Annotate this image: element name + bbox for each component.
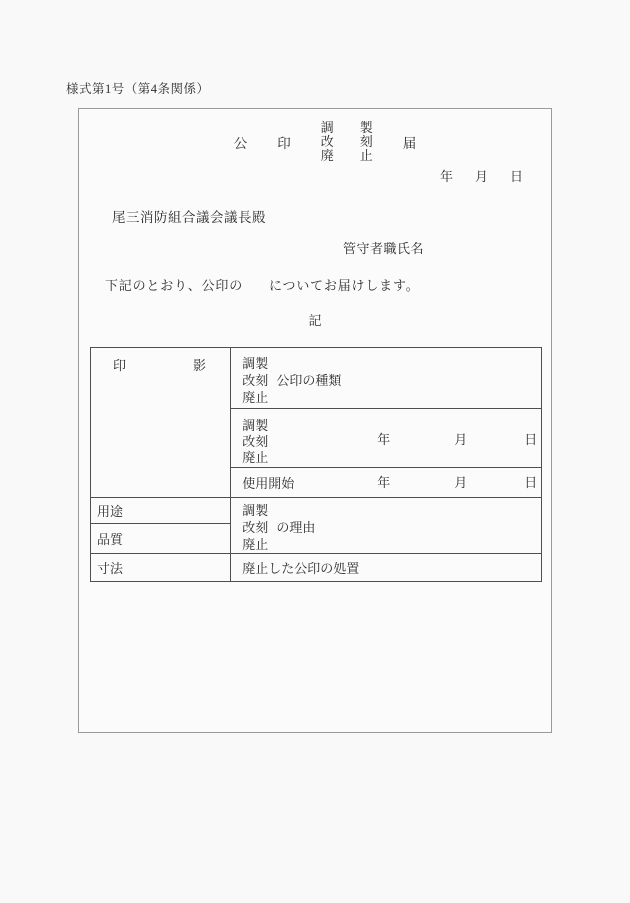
title-option-make: 調 製 (320, 120, 373, 135)
option-abolish: 廃止 (242, 449, 269, 465)
cell-seal-impression (91, 348, 231, 498)
form-title (99, 121, 551, 163)
option-make: 調製 (242, 417, 269, 433)
cell-seal-type (231, 348, 542, 409)
action-date-month-label: 月 (454, 432, 468, 447)
date-day-label: 日 (509, 169, 523, 184)
title-option-recut: 改 刻 (320, 134, 373, 149)
addressee: 尾三消防組合議会議長殿 (112, 210, 266, 225)
reason-content (231, 498, 541, 553)
cell-quality-label: 品質 (91, 524, 231, 554)
table-row-seal-type (91, 348, 542, 409)
start-date-day-label: 日 (524, 474, 538, 490)
body-text (105, 275, 420, 294)
seal-impression-label: 印 影 (113, 358, 207, 373)
cell-dimension-label: 寸法 (91, 554, 231, 582)
submitter-label: 管守者職氏名 (343, 241, 425, 256)
seal-table (90, 347, 542, 582)
date-year-label: 年 (439, 169, 453, 184)
date-line (440, 166, 523, 185)
start-of-use-label: 使用開始 (242, 476, 295, 491)
action-date-day-label: 日 (524, 432, 538, 447)
start-date-year-label: 年 (377, 474, 391, 490)
start-date-month-label: 月 (454, 474, 468, 490)
table-row-dimensions (91, 554, 542, 582)
form-number-label: 様式第1号（第4条関係） (66, 82, 210, 96)
record-marker: 記 (308, 313, 322, 328)
seal-type-content (231, 351, 541, 406)
option-make: 調製 (242, 355, 269, 371)
title-word-seal: 印 (277, 136, 291, 151)
seal-type-label: 公印の種類 (276, 372, 342, 388)
option-recut: 改刻 (242, 433, 269, 449)
option-abolish: 廃止 (242, 389, 269, 405)
title-option-stack (321, 121, 373, 163)
cell-reason (231, 498, 542, 554)
title-word-notification: 届 (402, 136, 417, 151)
option-recut-with-label: 改刻 公印の種類 (242, 372, 342, 388)
cell-action-date (231, 409, 542, 468)
option-recut-with-label: 改刻 の理由 (242, 520, 316, 535)
date-month-label: 月 (474, 169, 488, 184)
body-text-before-blank: 下記のとおり、公印の (105, 278, 244, 293)
cell-disposal: 廃止した公印の処置 (231, 554, 542, 582)
reason-label: の理由 (276, 520, 316, 535)
cell-usage-label: 用途 (91, 498, 231, 524)
cell-start-of-use (231, 468, 542, 498)
title-word-public: 公 (233, 136, 248, 151)
title-option-abolish: 廃 止 (320, 148, 373, 163)
document-frame (78, 108, 552, 733)
option-make: 調製 (242, 503, 269, 518)
option-abolish: 廃止 (242, 537, 269, 552)
action-date-year-label: 年 (377, 432, 391, 447)
table-row-usage (91, 498, 542, 524)
body-text-after-blank: についてお届けします。 (269, 278, 420, 293)
